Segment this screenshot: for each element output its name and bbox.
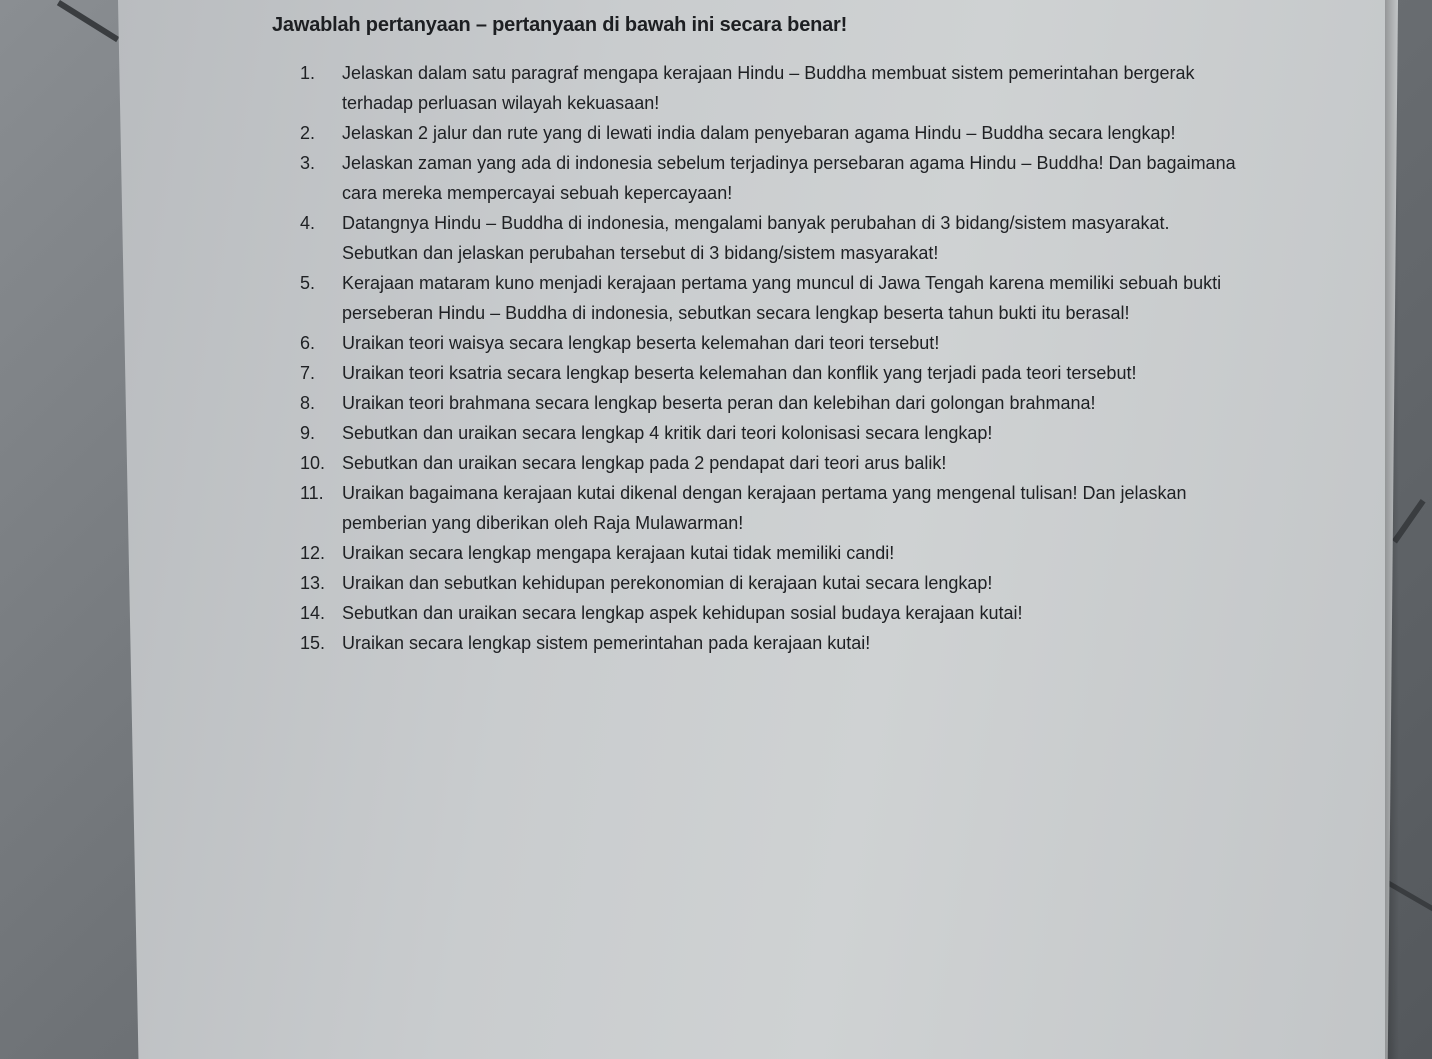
question-item [300,388,1250,418]
question-text: Uraikan dan sebutkan kehidupan perekonomian di kerajaan kutai secara lengkap! [342,573,993,593]
question-item [300,58,1250,118]
question-item [300,268,1250,328]
question-number: 15. [300,633,326,653]
question-text: Kerajaan mataram kuno menjadi kerajaan pertama yang muncul di Jawa Tengah karena memiliki sebuah bukti perseberan Hindu – Buddha di indonesia, sebutkan secara lengkap beserta tahun bukti itu berasal! [342,273,1222,323]
question-text: Uraikan teori brahmana secara lengkap beserta peran dan kelebihan dari golongan brahmana! [342,393,1096,413]
question-text: Uraikan teori ksatria secara lengkap beserta kelemahan dan konflik yang terjadi pada teori tersebut! [342,363,1137,383]
question-text: Uraikan secara lengkap sistem pemerintahan pada kerajaan kutai! [342,633,871,653]
question-text: Uraikan secara lengkap mengapa kerajaan kutai tidak memiliki candi! [342,543,895,563]
question-item [300,358,1250,388]
page-heading: Jawablah pertanyaan – pertanyaan di bawah ini secara benar! [272,14,848,36]
question-number: 13. [300,573,326,593]
question-item [300,478,1250,538]
question-text: Uraikan bagaimana kerajaan kutai dikenal dengan kerajaan pertama yang mengenal tulisan! Dan jelaskan pemberian yang diberikan oleh Raja Mulawarman! [342,483,1187,533]
question-number: 7. [300,363,316,383]
question-item [300,538,1250,568]
question-text: Sebutkan dan uraikan secara lengkap 4 kritik dari teori kolonisasi secara lengkap! [342,423,993,443]
question-list [300,58,1250,658]
question-number: 9. [300,423,316,443]
question-item [300,328,1250,358]
question-item [300,118,1250,148]
question-item [300,208,1250,268]
question-text: Datangnya Hindu – Buddha di indonesia, mengalami banyak perubahan di 3 bidang/sistem masyarakat. Sebutkan dan jelaskan perubahan tersebut di 3 bidang/sistem masyarakat! [342,213,1170,263]
question-number: 14. [300,603,326,623]
question-item [300,598,1250,628]
question-text: Jelaskan zaman yang ada di indonesia sebelum terjadinya persebaran agama Hindu – Buddha! Dan bagaimana cara mereka mempercayai sebuah kepercayaan! [342,153,1236,203]
question-item [300,568,1250,598]
question-item [300,148,1250,208]
question-number: 5. [300,273,316,293]
question-number: 1. [300,63,316,83]
question-text: Uraikan teori waisya secara lengkap beserta kelemahan dari teori tersebut! [342,333,940,353]
question-number: 4. [300,213,316,233]
question-number: 2. [300,123,316,143]
question-item [300,628,1250,658]
question-item [300,418,1250,448]
question-text: Jelaskan dalam satu paragraf mengapa kerajaan Hindu – Buddha membuat sistem pemerintahan bergerak terhadap perluasan wilayah kekuasaan! [342,63,1195,113]
question-number: 10. [300,453,326,473]
question-number: 6. [300,333,316,353]
question-number: 11. [300,483,324,503]
question-number: 8. [300,393,316,413]
question-item [300,448,1250,478]
question-text: Jelaskan 2 jalur dan rute yang di lewati india dalam penyebaran agama Hindu – Buddha secara lengkap! [342,123,1176,143]
question-number: 3. [300,153,316,173]
question-number: 12. [300,543,326,563]
paper-edge-shadow [1385,0,1399,1059]
question-text: Sebutkan dan uraikan secara lengkap pada 2 pendapat dari teori arus balik! [342,453,947,473]
question-text: Sebutkan dan uraikan secara lengkap aspek kehidupan sosial budaya kerajaan kutai! [342,603,1023,623]
